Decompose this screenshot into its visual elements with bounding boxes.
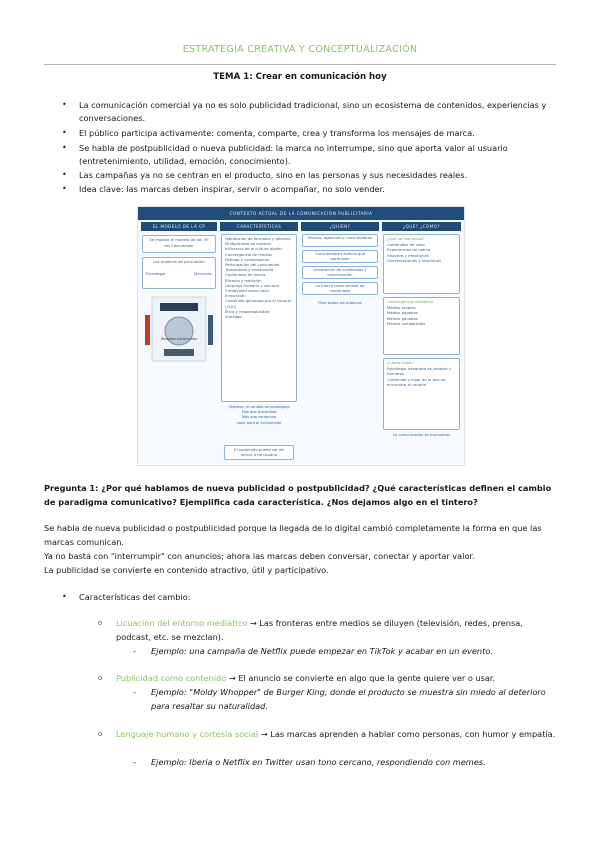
features-footer-box: El contenido puede ser de marca o de usuario bbox=[224, 445, 294, 460]
who-box: La marca como emisor de contenidos bbox=[302, 282, 378, 295]
how-item: Medios ganados bbox=[387, 315, 418, 321]
model-diagram-graphic bbox=[142, 293, 216, 365]
features-objective-title: Objetivo: el cambio de paradigma bbox=[228, 405, 290, 409]
how-reach-title: ¿Cómo llegar? bbox=[387, 360, 414, 365]
characteristic-name: Lenguaje humano y cortesía social bbox=[116, 729, 259, 739]
feature-item: Participación del consumidor bbox=[225, 262, 280, 268]
bullet-text: Se habla de postpublicidad o nueva publicidad: la marca no interrumpe, sino que aporta valor al usuario (entretenimiento, utilidad, emoción, conocimiento). bbox=[79, 143, 508, 166]
answer-paragraph: Ya no basta con "interrumpir" con anuncios; ahora las marcas deben conversar, conectar y aportar valor. bbox=[44, 551, 475, 561]
example-text: Ejemplo: Iberia o Netflix en Twitter usan tono cercano, respondiendo con memes. bbox=[151, 757, 486, 767]
characteristic-text: → Las marcas aprenden a hablar como personas, con humor y empatía. bbox=[260, 729, 556, 739]
feature-item: Diálogo y conversación bbox=[225, 256, 270, 262]
how-item: Medios compartidos bbox=[387, 321, 426, 327]
characteristics-label: Características del cambio: bbox=[79, 592, 191, 602]
features-box bbox=[221, 234, 297, 402]
bullet-text: Las campañas ya no se centran en el producto, sino en las personas y sus necesidades reales. bbox=[79, 170, 468, 180]
bullet-text: Idea clave: las marcas deben inspirar, servir o acompañar, no solo vender. bbox=[79, 184, 385, 194]
characteristic-name: Publicidad como contenido bbox=[116, 673, 227, 683]
who-footer: Para todos los públicos bbox=[318, 300, 362, 305]
feature-item: Influencia de la cultura digital bbox=[225, 246, 282, 252]
how-box bbox=[383, 297, 460, 355]
intro-bullet: • El público participa activamente: comenta, comparte, crea y transforma los mensajes de marca. bbox=[62, 128, 475, 138]
features-objective-item: Más que contenido bbox=[241, 415, 277, 420]
feature-item: Contenido generado por el usuario (CGU) bbox=[225, 298, 292, 309]
feature-item: Innovación bbox=[225, 293, 246, 299]
characteristic-example: - Ejemplo: "Moldy Whopper" de Burger King, donde el producto se muestra sin miedo al deterioro para resaltar su naturalidad. bbox=[133, 687, 546, 711]
model-center-label: Receptor-Consumidor bbox=[160, 337, 198, 341]
what-item: Conversaciones y relaciones bbox=[387, 258, 442, 264]
diagram-column-header: ¿QUÉ? ¿CÓMO? bbox=[382, 222, 461, 231]
model-intro-box: Se impone el modelo de las 'M' del Consumidor bbox=[142, 235, 216, 253]
what-item: Historias y emociones bbox=[387, 252, 429, 258]
intro-bullet: • Se habla de postpublicidad o nueva publicidad: la marca no interrumpe, sino que aporta valor al usuario (entretenimiento, utilidad, emoción, conocimiento). bbox=[62, 143, 508, 166]
feature-item: Contenidos de marca bbox=[225, 272, 266, 278]
how-item: Medios propios bbox=[387, 304, 416, 310]
what-box bbox=[383, 234, 460, 294]
model-label: Los modelos de persuasión bbox=[153, 259, 205, 264]
answer-paragraph: Se habla de nueva publicidad o postpublicidad porque la llegada de lo digital cambió completamente la forma en que las marcas comunican. bbox=[44, 523, 542, 547]
how-reach-item: Estrategia integrada de canales y formatos bbox=[387, 365, 452, 377]
feature-item: Lenguaje humano y cercano bbox=[225, 282, 279, 288]
what-item: Experiencias de marca bbox=[387, 247, 431, 253]
bullet-text: El público participa activamente: comenta, comparte, crea y transforma los mensajes de marca. bbox=[79, 128, 475, 138]
characteristic-example: - Ejemplo: una campaña de Netflix puede empezar en TikTok y acabar en un evento. bbox=[133, 646, 493, 656]
characteristic-name: Licuación del entorno mediático bbox=[116, 618, 248, 628]
how-reach-item: Contenido y lugar en el que se encuentra el usuario bbox=[387, 376, 446, 388]
model-side-label: Estrategia bbox=[146, 270, 166, 276]
example-text: Ejemplo: "Moldy Whopper" de Burger King, donde el producto se muestra sin miedo al deterioro para resaltar su naturalidad. bbox=[151, 687, 546, 711]
feature-item: Hibridación de formatos y géneros bbox=[225, 236, 291, 241]
answer-paragraph: La publicidad se convierte en contenido atractivo, útil y participativo. bbox=[44, 565, 329, 575]
infographic-diagram bbox=[137, 206, 465, 466]
what-item: Contenidos de valor bbox=[387, 241, 426, 247]
bullet-text: La comunicación comercial ya no es solo publicidad tradicional, sino un ecosistema de contenidos, experiencias y conversaciones. bbox=[79, 100, 547, 123]
how-item: Medios pagados bbox=[387, 310, 418, 316]
what-title: ¿Qué se comunica? bbox=[387, 236, 424, 241]
characteristic-item: o Publicidad como contenido → El anuncio se convierte en algo que la gente quiere ver o usar. bbox=[98, 673, 496, 683]
characteristic-item: o Licuación del entorno mediático → Las fronteras entre medios se diluyen (televisión, redes, prensa, podcast, etc. se mezclan). bbox=[98, 618, 523, 642]
how-footer: La comunicación es transversal bbox=[393, 433, 450, 437]
features-objective-item: Valor para el consumidor bbox=[236, 420, 282, 425]
how-reach-box bbox=[383, 358, 460, 430]
feature-item: Ética y responsabilidad bbox=[225, 308, 269, 314]
intro-bullet: • La comunicación comercial ya no es solo publicidad tradicional, sino un ecosistema de contenidos, experiencias y conversaciones. bbox=[62, 100, 547, 123]
diagram-header: CONTEXTO ACTUAL DE LA COMUNICACIÓN PUBLICITARIA bbox=[138, 207, 464, 220]
features-objective-item: Más que publicidad bbox=[241, 410, 277, 415]
feature-item: Convergencia de medios bbox=[225, 251, 273, 257]
intro-bullet: • Las campañas ya no se centran en el producto, sino en las personas y sus necesidades reales. bbox=[62, 170, 468, 180]
diagram-column-header: ¿QUIÉN? bbox=[301, 222, 379, 231]
title-divider bbox=[44, 64, 556, 65]
features-objective bbox=[221, 405, 297, 426]
feature-item: Transmedia y crossmedia bbox=[225, 267, 274, 273]
who-box: Marcas, agencias y consumidores bbox=[302, 234, 378, 247]
characteristic-text: → Las fronteras entre medios se diluyen (televisión, redes, prensa, podcast, etc. se mezclan). bbox=[116, 618, 523, 642]
example-text: Ejemplo: una campaña de Netflix puede empezar en TikTok y acabar en un evento. bbox=[151, 646, 493, 656]
how-title: Convergencia mediática bbox=[387, 299, 434, 304]
question-text: Pregunta 1: ¿Por qué hablamos de nueva publicidad o postpublicidad? ¿Qué características definen el cambio de paradigma comunicativo? Ejemplifica cada característica. ¿Nos dejamos algo en el tintero? bbox=[44, 483, 552, 507]
characteristic-example: - Ejemplo: Iberia o Netflix en Twitter usan tono cercano, respondiendo con memes. bbox=[133, 757, 486, 767]
model-persuasion-box bbox=[142, 257, 216, 289]
feature-item: Eficacia y medición bbox=[225, 277, 262, 283]
characteristics-heading: • Características del cambio: bbox=[62, 592, 191, 602]
who-box: Consumidores activos que participan bbox=[302, 250, 378, 263]
characteristic-item: o Lenguaje humano y cortesía social → Las marcas aprenden a hablar como personas, con humor y empatía. bbox=[98, 729, 556, 739]
characteristic-text: → El anuncio se convierte en algo que la gente quiere ver o usar. bbox=[228, 673, 496, 683]
feature-item: Viralidad bbox=[225, 314, 242, 320]
diagram-column-header: CARACTERÍSTICAS bbox=[220, 222, 298, 231]
intro-bullet: • Idea clave: las marcas deben inspirar, servir o acompañar, no solo vender. bbox=[62, 184, 385, 194]
feature-item: Creatividad como valor bbox=[225, 288, 270, 294]
diagram-column-header: EL MODELO DE LA CP bbox=[141, 222, 217, 231]
who-box: Generación de contenidos y conversación bbox=[302, 266, 378, 279]
section-title: TEMA 1: Crear en comunicación hoy bbox=[213, 72, 387, 82]
feature-item: Multiplicidad de canales bbox=[225, 241, 271, 247]
model-side-label: Ejecución bbox=[193, 270, 212, 276]
document-title: ESTRATEGIA CREATIVA Y CONCEPTUALIZACIÓN bbox=[182, 44, 418, 55]
